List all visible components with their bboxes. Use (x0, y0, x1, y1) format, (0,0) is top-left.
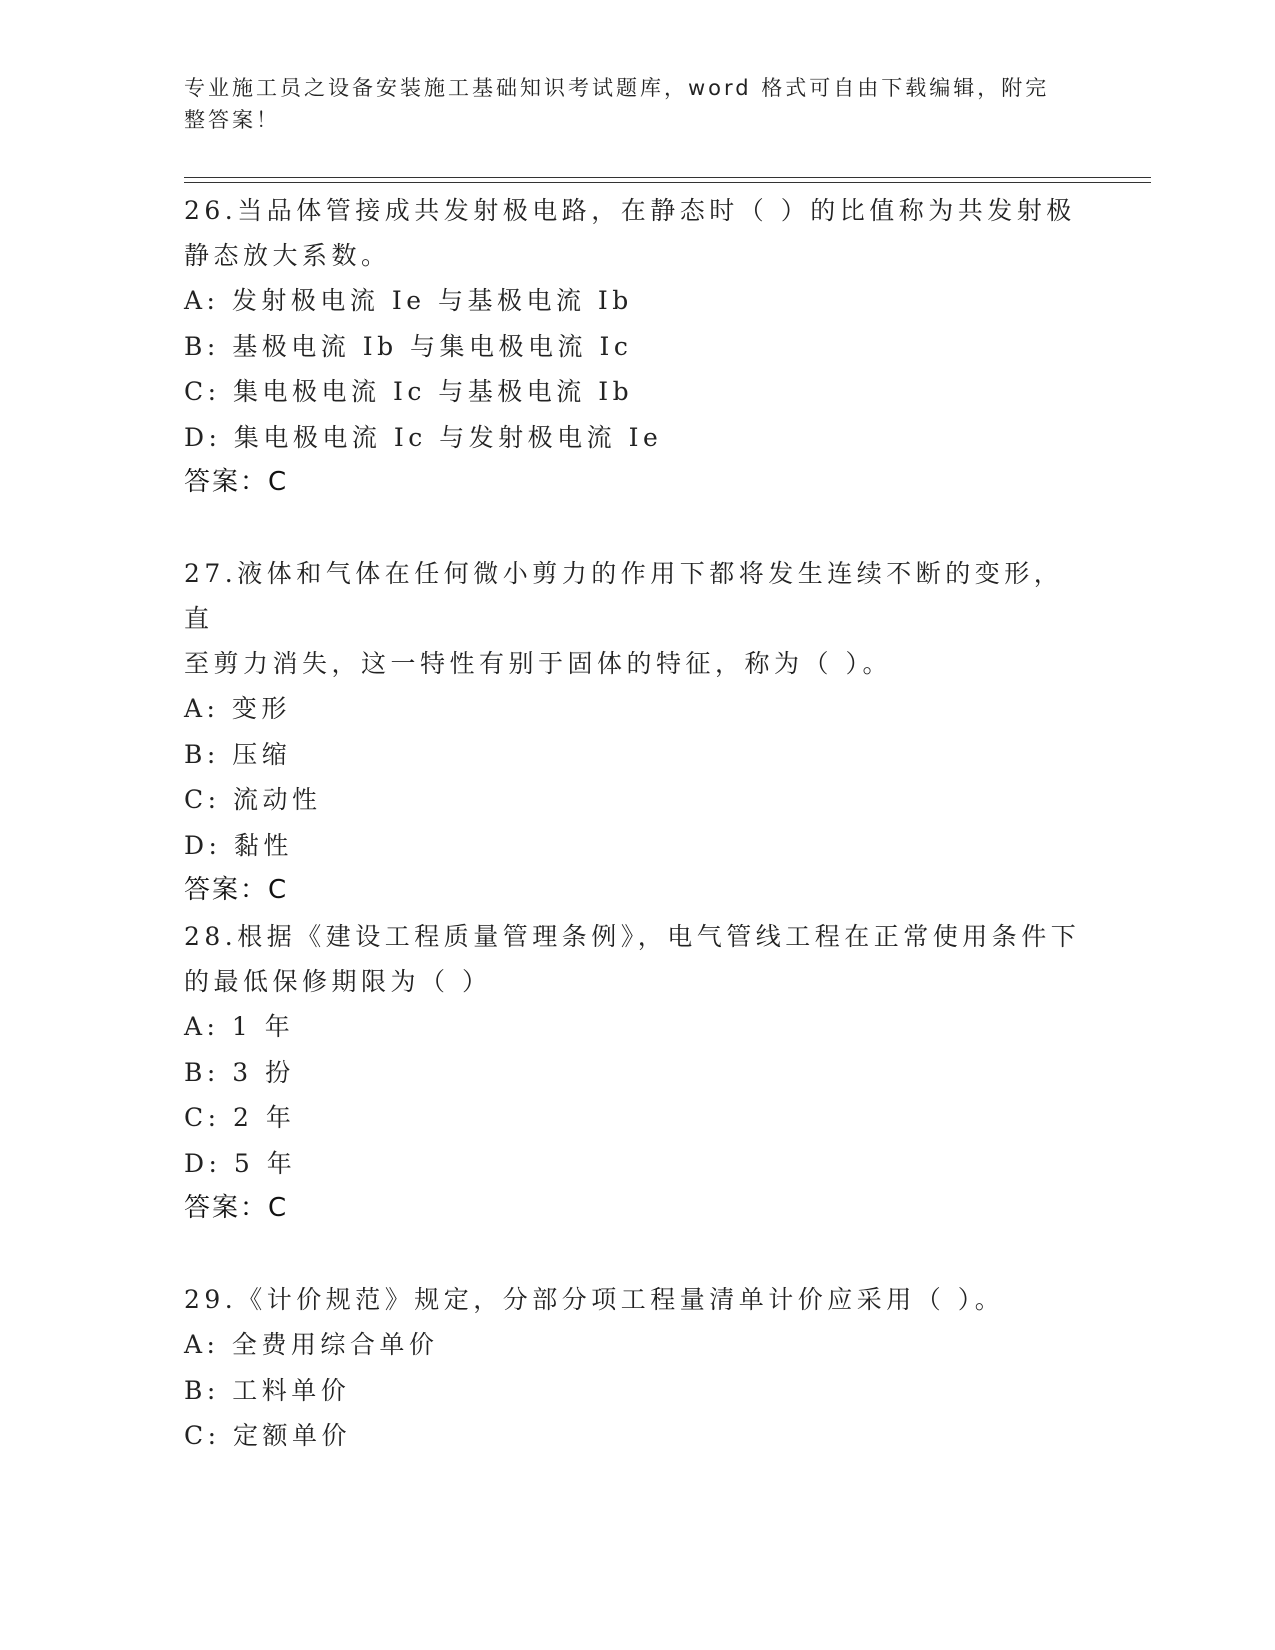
header-divider-bottom (184, 182, 1151, 183)
answer: 答案：C (184, 875, 289, 905)
option-d: D: 黏性 (184, 830, 293, 860)
option-a: A: 发射极电流 Ie 与基极电流 Ib (184, 286, 633, 315)
answer: 答案：C (184, 1193, 289, 1223)
header-line-1: 专业施工员之设备安装施工基础知识考试题库，word 格式可自由下载编辑，附完 (184, 76, 1050, 100)
option-c: C: 流动性 (184, 785, 322, 814)
option-b: B: 基极电流 Ib 与集电极电流 Ic (184, 331, 633, 361)
header-divider-top (184, 177, 1151, 178)
option-d: D: 集电极电流 Ic 与发射极电流 Ie (184, 422, 663, 452)
option-a: A: 变形 (184, 694, 291, 723)
option-a: A: 1 年 (184, 1012, 295, 1041)
answer: 答案：C (184, 467, 289, 497)
question-28 (184, 914, 1084, 1231)
question-stem: 29.《计价规范》规定，分部分项工程量清单计价应采用（ ）。 (184, 1285, 1005, 1314)
option-b: B: 工料单价 (184, 1375, 351, 1405)
question-stem: 26.当品体管接成共发射极电路，在静态时（ ）的比值称为共发射极 (184, 196, 1076, 225)
option-b: B: 压缩 (184, 739, 292, 769)
option-a: A: 全费用综合单价 (184, 1330, 439, 1359)
option-b: B: 3 扮 (184, 1057, 295, 1087)
question-26 (184, 188, 1084, 505)
option-d: D: 5 年 (184, 1148, 297, 1178)
question-stem: 的最低保修期限为（ ） (184, 967, 492, 996)
question-stem: 27.液体和气体在任何微小剪力的作用下都将发生连续不断的变形，直 (184, 559, 1064, 633)
question-29 (184, 1277, 1084, 1459)
question-stem: 至剪力消失，这一特性有别于固体的特征，称为（ ）。 (184, 649, 892, 678)
document-header (184, 72, 1064, 136)
question-stem: 28.根据《建设工程质量管理条例》，电气管线工程在正常使用条件下 (184, 922, 1081, 951)
option-c: C: 2 年 (184, 1103, 296, 1132)
header-line-2: 整答案！ (184, 108, 280, 132)
question-27 (184, 551, 1084, 913)
option-c: C: 集电极电流 Ic 与基极电流 Ib (184, 377, 634, 406)
question-stem: 静态放大系数。 (184, 241, 391, 270)
option-c: C: 定额单价 (184, 1421, 351, 1450)
